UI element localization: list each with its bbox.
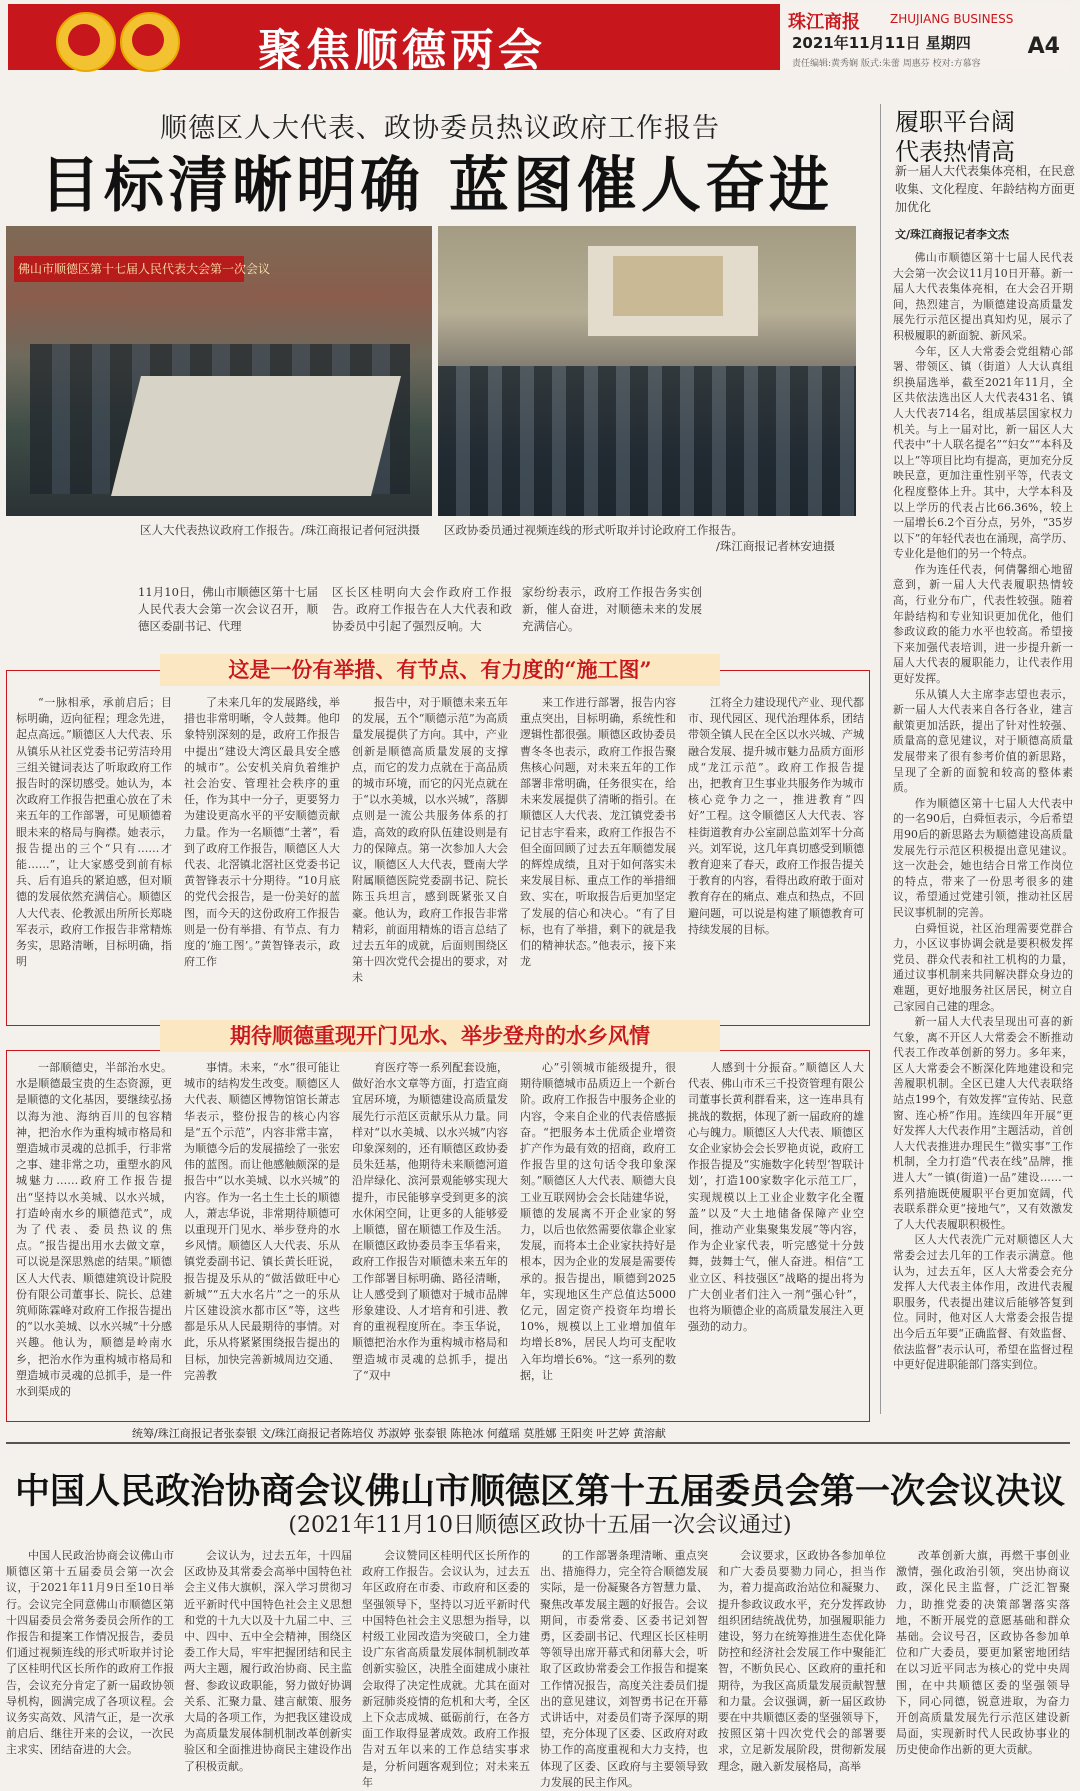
section2-col-3 xyxy=(352,1060,508,1415)
paragraph: 会议认为，过去五年，十四届区政协及其常委会高举中国特色社会主义伟大旗帜，深入学习贯彻习近平新时代中国特色社会主义思想和党的十九大以及十九届二中、三中、四中、五中全会精神，围绕区委工作大局，牢牢把握团结和民主两大主题，履行政治协商、民主监督、参政议政职能，努力做好协调关系、汇聚力量、建言献策、服务大局的各项工作，为把我区建设成为高质量发展体制机制改革创新实验区和全面推进协商民主建设作出了积极贡献。 xyxy=(184,1549,352,1773)
paragraph: 乐从镇人大主席李志望也表示，新一届人大代表来自各行各业，建言献策更加活跃，提出了针对性较强、质量高的意见建议，对于顺德高质量发展带来了很有参考价值的新思路，呈现了全新的面貌和较高的整体素质。 xyxy=(893,687,1073,795)
lead-col-3: 家纷纷表示，政府工作报告务实创新，催人奋进，对顺德未来的发展充满信心。 xyxy=(522,585,702,633)
section1-col-5 xyxy=(688,695,864,1020)
paragraph: 事情。未来，“水”很可能让城市的结构发生改变。顺德区人大代表、顺德区博物馆馆长萧志华表示，整份报告的核心内容是“五个示范”，内容非常丰富，为顺德今后的发展描绘了一张宏伟的蓝图。而让他感触颇深的是报告中“以水美城、以水兴城”的内容。作为一名土生土长的顺德人，萧志华说，非常期待顺德可以重现开门见水、举步登舟的水乡风情。顺德区人大代表、乐从镇党委副书记、镇长黄长旺说，报告提及乐从的“做活做旺中心新城”“五大水名片”之一的乐从片区建设滨水都市区”等，这些都是乐从人民最期待的事情。对此，乐从将紧紧围绕报告提出的目标，加快完善新城周边交通、完善教 xyxy=(184,1061,340,1382)
paragraph: 了未来几年的发展路线，举措也非常明晰，令人鼓舞。他印象特别深刻的是，政府工作报告中提出“建设大湾区最具安全感的城市”。公安机关肩负着维护社会治安、管理社会秩序的重任，作为其中一分子，更要努力为建设更高水平的平安顺德贡献力量。作为一名顺德“土著”，看到了政府工作报告，顺德区人大代表、北滘镇北滘社区党委书记黄智锋表示十分期待。“10月底的党代会报告，是一份美好的蓝图，而今天的这份政府工作报告则是一份有举措、有节点、有力度的‘施工图’。”黄智锋表示，政府工作 xyxy=(184,696,340,969)
section1-col-1 xyxy=(16,695,172,1020)
paragraph: 新一届人大代表呈现出可喜的新气象，离不开区人大常委会不断推动代表工作改革创新的努力。多年来，区人大常委会不断深化阵地建设和完善履职机制。全区已建人大代表联络站点199个，有效发挥“宣传站、民意窗、连心桥”作用。连续四年开展“更好发挥人大代表作用”主题活动，首创人大代表推进办理民生“微实事”工作机制，全力打造“代表在线”品牌，推进人大“一镇(街道)一品”建设……一系列措施既使履职平台更加宽阔，代表联系群众更“接地气”，又有效激发了人大代表履职积极性。 xyxy=(893,1015,1073,1231)
section1-heading: 这是一份有举措、有节点、有力度的“施工图” xyxy=(160,654,720,686)
issue-date: 2021年11月11日 星期四 xyxy=(792,34,971,52)
photo-table xyxy=(111,376,401,496)
paragraph: 会议赞同区桂明代区长所作的政府工作报告。会议认为，过去五年区政府在市委、市政府和区委的坚强领导下，坚持以习近平新时代中国特色社会主义思想为指导，以村级工业园改造为突破口，全力建设广东省高质量发展体制机制改革创新实验区，决胜全面建成小康社会取得了决定性成就。尤其在面对新冠肺炎疫情的危机和大考，全区上下众志成城、砥砺前行，在各方面工作取得显著成效。政府工作报告对五年以来的工作总结实事求是，分析问题客观到位；对未来五年 xyxy=(362,1549,530,1789)
paragraph: 一部顺德史，半部治水史。水是顺德最宝贵的生态资源，更是顺德的文化基因，要继续弘扬以海为池、海纳百川的包容精神，把治水作为重构城市格局和塑造城市灵魂的总抓手，行非常之事、建非常之功，重塑水韵风城魅力……政府工作报告提出“坚持以水美城、以水兴城，打造岭南水乡的顺德范式”，成为了代表、委员热议的焦点。“报告提出用水去做文章，可以说是深思熟虑的结果。”顺德区人大代表、顺德建筑设计院股份有限公司董事长、院长、总建筑师陈霖峰对政府工作报告提出的“以水美城、以水兴城”十分感兴趣。他认为，顺德是岭南水乡，把治水作为重构城市格局和塑造城市灵魂的总抓手，是一件水到渠成的 xyxy=(16,1061,172,1399)
paragraph: 改革创新大旗，再燃干事创业激情，强化政治引领，突出协商议政，深化民主监督，广泛汇智聚力，助推党委的决策部署落实落地，不断开展党的意愿基础和群众基础。会议号召，区政协各参加单位和广大委员，要更加紧密地团结在以习近平同志为核心的党中央周围，在中共顺德区委的坚强领导下，同心同德，锐意进取，为奋力开创高质量发展先行示范区建设新局面，实现新时代人民政协事业的历史使命作出新的更大贡献。 xyxy=(896,1549,1070,1757)
section2-heading: 期待顺德重现开门见水、举步登舟的水乡风情 xyxy=(160,1020,720,1052)
photo-npc-deputies xyxy=(6,226,432,516)
paragraph: 的工作部署条理清晰、重点突出、措施得力，完全符合顺德发展实际，是一份凝聚各方智慧力量、聚焦改革发展主题的好报告。会议期间，市委常委、区委书记刘智勇，区委副书记、代理区长区桂明等领导出席开幕式和闭幕大会，听取了区政协常委会工作报告和提案工作情况报告，高度关注委员们提出的意见建议，刘智勇书记在开幕式讲话中，对委员们寄予深厚的期望，充分体现了区委、区政府对政协工作的高度重视和大力支持，也体现了区委、区政府与主要领导致力发展的民主作风。 xyxy=(540,1549,708,1789)
column-divider xyxy=(880,104,881,1414)
photo-audience xyxy=(438,366,856,516)
sidebar-subtitle: 新一届人大代表集体亮相，在民意收集、文化程度、年龄结构方面更加优化 xyxy=(895,164,1076,214)
sidebar-byline: 文/珠江商报记者李文杰 xyxy=(895,228,1010,241)
emblem-icon xyxy=(56,12,116,72)
section1-col-4 xyxy=(520,695,676,1020)
photo2-caption-credit: /珠江商报记者林安迪摄 xyxy=(716,539,835,553)
section2-col-1 xyxy=(16,1060,172,1415)
section-title: 聚焦顺德两会 xyxy=(258,25,546,76)
resolution-subtitle: (2021年11月10日顺德区政协十五届一次会议通过) xyxy=(288,1513,792,1538)
paragraph: 心”引领城市能级提升，很期待顺德城市品质迈上一个新台阶。政府工作报告中服务企业的内容，令来自企业的代表倍感振奋。“把服务本土优质企业增资扩产作为最有效的招商，政府工作报告里的这句话令我印象深刻。”顺德区人大代表、顺德大良工业互联网协会会长陆建华说，顺德的发展离不开企业家的努力，以后也依然需要依靠企业家发展，而将本土企业家扶持好是根本，因为企业的发展是需要传承的。报告提出，顺德到2025年，实现地区生产总值达5000亿元，固定资产投资年均增长10%，规模以上工业增加值年均增长8%，居民人均可支配收入年均增长6%。“这一系列的数据，让 xyxy=(520,1061,676,1382)
resolution-title: 中国人民政治协商会议佛山市顺德区第十五届委员会第一次会议决议 xyxy=(14,1471,1065,1512)
photo-screen xyxy=(613,256,723,316)
paragraph: 来工作进行部署，报告内容重点突出，目标明确，系统性和逻辑性都很强。顺德区政协委员曹冬冬也表示，政府工作报告聚焦核心问题，对未来五年的工作部署非常明确，任务很实在，给未来发展提供了清晰的指引。在顺德区人大代表、龙江镇党委书记甘志宇看来，政府工作报告不但全面回顾了过去五年顺德发展的辉煌成绩，且对于如何落实未来发展目标、重点工作的举措细致、实在，听取报告后更加坚定了发展的信心和决心。“有了目标，也有了举措，剩下的就是我们的精神状态。”他表示，接下来龙 xyxy=(520,696,676,969)
paragraph: 今年，区人大常委会党组精心部署、带领区、镇（街道）人大认真组织换届选举，截至2021年11月，全区共依法选出区人大代表431名、镇人大代表714名，组成基层国家权力机关。与上一届对比，新一届区人大代表中“十人联名提名”“妇女”“本科及以上”等项目比均有提高，更加充分反映民意，更加注重性别平等，代表文化程度整体上升。其中，大学本科及以上学历的代表占比66.36%，较上一届增长6.2个百分点，另外，“35岁以下”的年轻代表也在涌现，高学历、专业化是他们的另一个特点。 xyxy=(893,344,1073,561)
editor-credits: 责任编辑:黄秀娴 版式:朱蕾 周惠芬 校对:方慕容 xyxy=(792,59,981,69)
photo-cppcc-members xyxy=(438,226,856,516)
resolution-col-1 xyxy=(6,1548,174,1768)
paper-name-en: ZHUJIANG BUSINESS xyxy=(890,12,1014,26)
paragraph: 作为顺德区第十七届人大代表中的一名90后，白舜恒表示，今后希望用90后的新思路去为顺德建设高质量发展先行示范区积极提出意见建议。这一次赴会，她也结合日常工作岗位的特点，带来了一份思考很多的建议，希望通过党建引领，推动社区居民议事机制的完善。 xyxy=(893,796,1073,919)
page-number: A4 xyxy=(1027,34,1060,59)
paragraph: 育医疗等一系列配套设施，做好治水文章等方面，打造宜商宜居环境，为顺德建设高质量发展先行示范区贡献乐从力量。同样对“以水美城、以水兴城”内容印象深刻的，还有顺德区政协委员朱廷基，他期待未来顺德河道沿岸绿化、滨河景观能够实现大提升，市民能够享受到更多的滨水休闲空间，让更多的人能够爱上顺德，留在顺德工作及生活。在顺德区政协委员李玉华看来，政府工作报告对顺德未来五年的工作部署目标明确、路径清晰，让人感受到了顺德对于城市品牌形象建设、人才培育和引进、教育的重视程度所在。李玉华说，顺德把治水作为重构城市格局和塑造城市灵魂的总抓手，提出了“双中 xyxy=(352,1061,508,1382)
resolution-col-4 xyxy=(540,1548,708,1789)
lead-col-1: 11月10日，佛山市顺德区第十七届人民代表大会第一次会议召开，顺德区委副书记、代理 xyxy=(138,585,318,633)
article-kicker: 顺德区人大代表、政协委员热议政府工作报告 xyxy=(160,113,720,144)
resolution-col-6 xyxy=(896,1548,1070,1768)
section1-col-2 xyxy=(184,695,340,1020)
resolution-col-3 xyxy=(362,1548,530,1789)
sidebar-title-line1: 履职平台阔 xyxy=(895,108,1015,136)
paragraph: 区人大代表洗广元对顺德区人大常委会过去几年的工作表示满意。他认为，过去五年，区人大常委会充分发挥人大代表主体作用，改进代表履职服务，代表提出建议后能够答复到位。同时，他对区人大常委会报告提出今后五年要“正确监督、有效监督、依法监督”表示认可，希望在监督过程中更好促进职能部门落实到位。 xyxy=(893,1233,1073,1372)
section1-col-3 xyxy=(352,695,508,1020)
cppcc-emblem-icon xyxy=(120,12,180,72)
paragraph: 报告中，对于顺德未来五年的发展，五个“顺德示范”为高质量发展提供了方向。其中，产业创新是顺德高质量发展的支撑点，而它的发力点就在于高品质的城市环境，而它的闪光点就在于“以水美城，以水兴城”，落脚点则是一流公共服务体系的打造，高效的政府队伍建设则是有力的保障点。第一次参加人大会议，顺德区人大代表，暨南大学附属顺德医院党委副书记、院长陈玉兵坦言，感到既紧张又自豪。他认为，政府工作报告非常精彩，前面用精炼的语言总结了过去五年的成就，后面则围绕区第十四次党代会提出的要求，对未 xyxy=(352,696,508,985)
section2-col-5 xyxy=(688,1060,864,1415)
paragraph: 作为连任代表，何倩馨细心地留意到，新一届人大代表履职热情较高，行业分布广，代表性较强。随着年龄结构和专业知识更加优化，他们参政议政的能力水平也较高。希望接下来加强代表培训，进一步提升新一届人大代表的履职能力，让代表作用更好发挥。 xyxy=(893,562,1073,686)
sidebar-title-line2: 代表热情高 xyxy=(895,138,1015,166)
article-headline: 目标清晰明确 蓝图催人奋进 xyxy=(40,151,833,221)
resolution-col-2 xyxy=(184,1548,352,1773)
paragraph: 人感到十分振奋。”顺德区人大代表、佛山市禾三千投资管理有限公司董事长黄利群看来，这一连串具有挑战的数据，体现了新一届政府的雄心与魄力。顺德区人大代表、顺德区女企业家协会会长罗艳贞说，政府工作报告提及“实施数字化转型‘智联计划’，打造100家数字化示范工厂，实现规模以上工业企业数字化全覆盖”以及“大土地储备保障产业空间，推动产业集聚集发展”等内容，作为企业家代表，听完感觉十分鼓舞，鼓舞士气，催人奋进。相信“工业立区、科技强区”战略的提出将为广大创业者们注入一剂“强心针”，也将为顺德企业的高质量发展注入更强劲的动力。 xyxy=(688,1061,864,1334)
page-header xyxy=(0,0,1080,78)
photo2-caption: 区政协委员通过视频连线的形式听取并讨论政府工作报告。 xyxy=(444,523,743,537)
resolution-col-5 xyxy=(718,1548,886,1773)
paragraph: 会议要求，区政协各参加单位和广大委员要勠力同心，担当作为，着力提高政治站位和凝聚力、提升参政议政水平，充分发挥政协组织团结统战优势，加强履职能力建设，努力在统筹推进生态优化降防控和经济社会发展工作中聚能汇智，不断负民心、区政府的重托和期待，为我区高质量发展贡献智慧和力量。会议强调，新一届区政协要在中共顺德区委的坚强领导下，按照区第十四次党代会的部署要求，立足新发展阶段，贯彻新发展理念，融入新发展格局，高举 xyxy=(718,1549,886,1773)
sidebar-title xyxy=(895,107,1015,167)
section2-col-2 xyxy=(184,1060,340,1415)
paragraph: 中国人民政治协商会议佛山市顺德区第十五届委员会第一次会议，于2021年11月9日至10日举行。会议完全同意佛山市顺德区第十四届委员会常务委员会所作的工作报告和提案工作情况报告，委员们通过视频连线的形式听取并讨论了区桂明代区长所作的政府工作报告，会议充分肯定了新一届政协领导机构，圆满完成了各项议程。会议务实高效、风清气正，是一次承前启后、继往开来的会议，一次民主求实、团结奋进的大会。 xyxy=(6,1549,174,1757)
lead-col-2: 区长区桂明向大会作政府工作报告。政府工作报告在人大代表和政协委员中引起了强烈反响。大 xyxy=(332,585,512,633)
sidebar-body xyxy=(893,250,1073,1415)
paragraph: “一脉相承，承前启后；目标明确，迈向征程；理念先进，起点高远。”顺德区人大代表、乐从镇乐从社区党委书记劳洁玲用三组关键词表达了听取政府工作报告时的深切感受。她认为，本次政府工作报告把重心放在了未来五年的工作部署，可见顺德着眼未来的格局与胸襟。她表示，报告提出的三个“只有……才能……”，让大家感受到前有标兵、后有追兵的紧迫感，但对顺德的发展依然充满信心。顺德区人大代表、伦教派出所所长郑晓军表示，政府工作报告非常精炼务实，思路清晰，目标明确，指明 xyxy=(16,696,172,969)
section2-col-4 xyxy=(520,1060,676,1415)
masthead-info xyxy=(780,4,1070,70)
paragraph: 白舜恒说，社区治理需要党群合力，小区议事协调会就是要积极发挥党员、群众代表和社工机构的力量，通过议事机制来共同解决群众身边的难题，更好地服务社区居民，树立自己家园自己建的理念。 xyxy=(893,921,1073,1013)
paper-logo: 珠江商报 xyxy=(788,12,860,33)
section-divider xyxy=(6,1442,1070,1444)
photo-banner: 佛山市顺德区第十七届人民代表大会第一次会议 xyxy=(14,256,244,282)
photo1-caption: 区人大代表热议政府工作报告。/珠江商报记者何冠洪摄 xyxy=(140,523,420,537)
paragraph: 佛山市顺德区第十七届人民代表大会第一次会议11月10日开幕。新一届人大代表集体亮相，在大会召开期间，热烈建言，为顺德建设高质量发展先行示范区提出真知灼见，展示了积极履职的新面貌、新风采。 xyxy=(893,251,1073,342)
paragraph: 江将全力建设现代产业、现代都市、现代园区、现代治理体系，团结带领全镇人民在全区以水兴城、产城融合发展、提升城市魅力品质方面形成“龙江示范”。政府工作报告提出，把教育卫生事业共服务作为城市核心竞争力之一，推进教育“四好”工程。这令顺德区人大代表、容桂街道教育办公室副总监刘军十分高兴。刘军说，这几年真切感受到顺德教育迎来了春天，政府工作报告提关于教育的内容，看得出政府敢于面对教育存在的痛点、难点和热点，不回避问题，可以说是构建了顺德教育可持续发展的目标。 xyxy=(688,696,864,936)
article-credit: 统筹/珠江商报记者张泰银 文/珠江商报记者陈培仪 苏淑婷 张泰银 陈艳冰 何蕴瑶 莫胜娜 王阳奕 叶艺婷 黄溶献 xyxy=(132,1427,666,1440)
